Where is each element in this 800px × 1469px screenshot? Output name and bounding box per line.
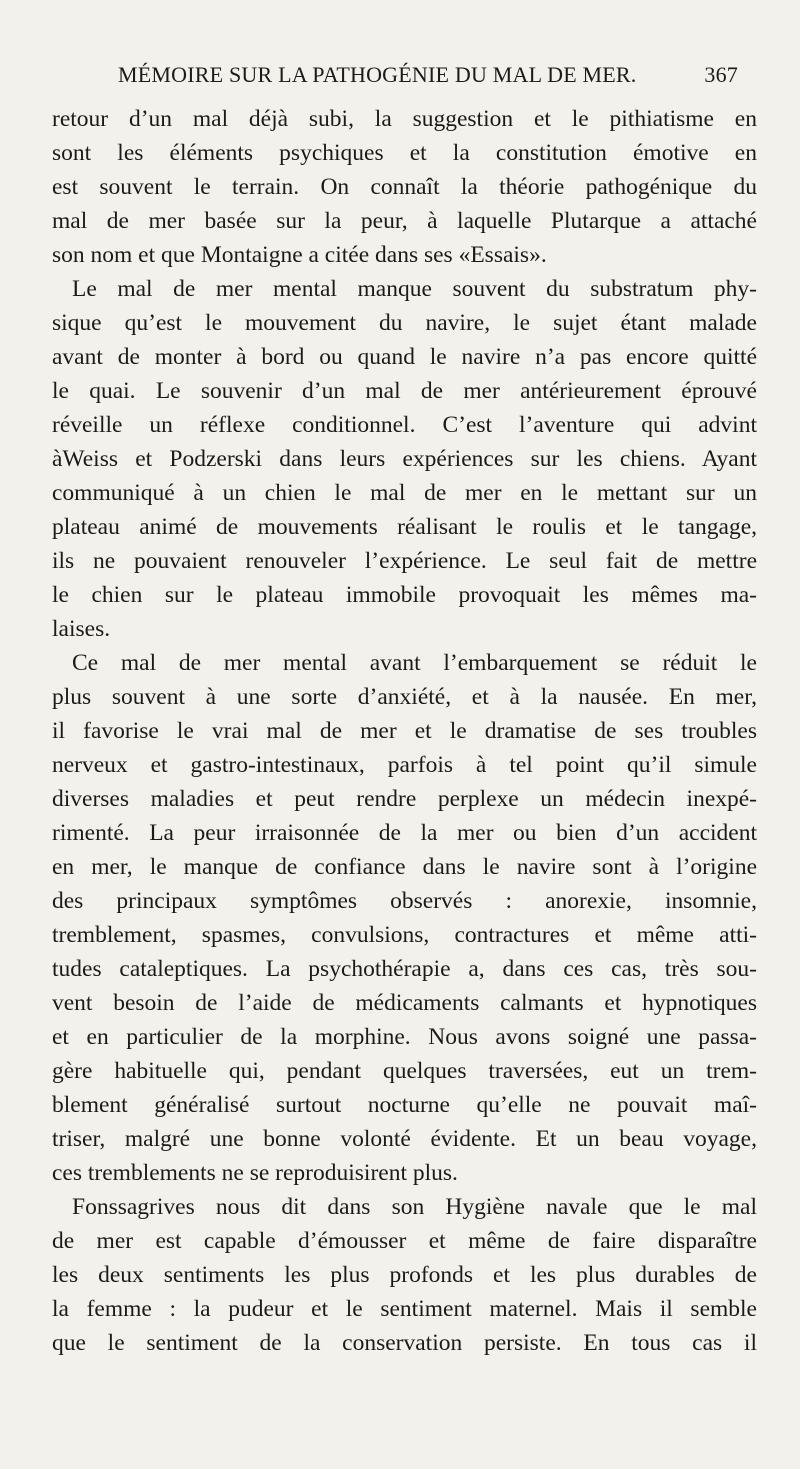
- text-line: communiqué à un chien le mal de mer en le mettant sur un: [52, 480, 757, 506]
- text-line: gère habituelle qui, pendant quelques traversées, eut un trem-: [52, 1058, 757, 1084]
- text-line: triser, malgré une bonne volonté évidente. Et un beau voyage,: [52, 1126, 757, 1152]
- text-line: il favorise le vrai mal de mer et le dramatise de ses troubles: [52, 718, 757, 744]
- text-line: sique qu’est le mouvement du navire, le sujet étant malade: [52, 310, 757, 336]
- text-line: vent besoin de l’aide de médicaments calmants et hypnotiques: [52, 990, 757, 1016]
- text-line: le quai. Le souvenir d’un mal de mer antérieurement éprouvé: [52, 378, 757, 404]
- text-line: blement généralisé surtout nocturne qu’elle ne pouvait maî-: [52, 1092, 757, 1118]
- text-line: des principaux symptômes observés : anorexie, insomnie,: [52, 888, 757, 914]
- text-line: Fonssagrives nous dit dans son Hygiène navale que le mal: [72, 1194, 757, 1220]
- text-line: ils ne pouvaient renouveler l’expérience. Le seul fait de mettre: [52, 548, 757, 574]
- text-line: tremblement, spasmes, convulsions, contractures et même atti-: [52, 922, 757, 948]
- page-number: 367: [704, 62, 738, 87]
- text-line: avant de monter à bord ou quand le navire n’a pas encore quitté: [52, 344, 757, 370]
- text-line: laises.: [52, 616, 111, 642]
- text-line: la femme : la pudeur et le sentiment maternel. Mais il semble: [52, 1296, 757, 1322]
- body-text: [52, 102, 757, 1360]
- text-line: nerveux et gastro-intestinaux, parfois à tel point qu’il simule: [52, 752, 757, 778]
- text-line: diverses maladies et peut rendre perplexe un médecin inexpé-: [52, 786, 757, 812]
- text-line: réveille un réflexe conditionnel. C’est l’aventure qui advint: [52, 412, 757, 438]
- text-line: est souvent le terrain. On connaît la théorie pathogénique du: [52, 174, 757, 200]
- text-line: de mer est capable d’émousser et même de faire disparaître: [52, 1228, 757, 1254]
- text-line: et en particulier de la morphine. Nous avons soigné une passa-: [52, 1024, 757, 1050]
- text-line: àWeiss et Podzerski dans leurs expériences sur les chiens. Ayant: [52, 446, 757, 472]
- running-header: [118, 62, 738, 96]
- text-line: Le mal de mer mental manque souvent du substratum phy-: [72, 276, 757, 302]
- text-line: son nom et que Montaigne a citée dans ses «Essais».: [52, 242, 547, 268]
- running-title: MÉMOIRE SUR LA PATHOGÉNIE DU MAL DE MER.: [118, 62, 637, 87]
- text-line: plateau animé de mouvements réalisant le roulis et le tangage,: [52, 514, 757, 540]
- text-line: rimenté. La peur irraisonnée de la mer ou bien d’un accident: [52, 820, 757, 846]
- text-line: sont les éléments psychiques et la constitution émotive en: [52, 140, 757, 166]
- text-line: le chien sur le plateau immobile provoquait les mêmes ma-: [52, 582, 757, 608]
- text-line: tudes cataleptiques. La psychothérapie a, dans ces cas, très sou-: [52, 956, 757, 982]
- text-line: plus souvent à une sorte d’anxiété, et à la nausée. En mer,: [52, 684, 757, 710]
- text-line: mal de mer basée sur la peur, à laquelle Plutarque a attaché: [52, 208, 757, 234]
- text-line: que le sentiment de la conservation persiste. En tous cas il: [52, 1330, 757, 1356]
- text-line: retour d’un mal déjà subi, la suggestion et le pithiatisme en: [52, 106, 757, 132]
- text-line: les deux sentiments les plus profonds et les plus durables de: [52, 1262, 757, 1288]
- text-line: ces tremblements ne se reproduisirent plus.: [52, 1160, 458, 1186]
- text-line: Ce mal de mer mental avant l’embarquement se réduit le: [72, 650, 757, 676]
- text-line: en mer, le manque de confiance dans le navire sont à l’origine: [52, 854, 757, 880]
